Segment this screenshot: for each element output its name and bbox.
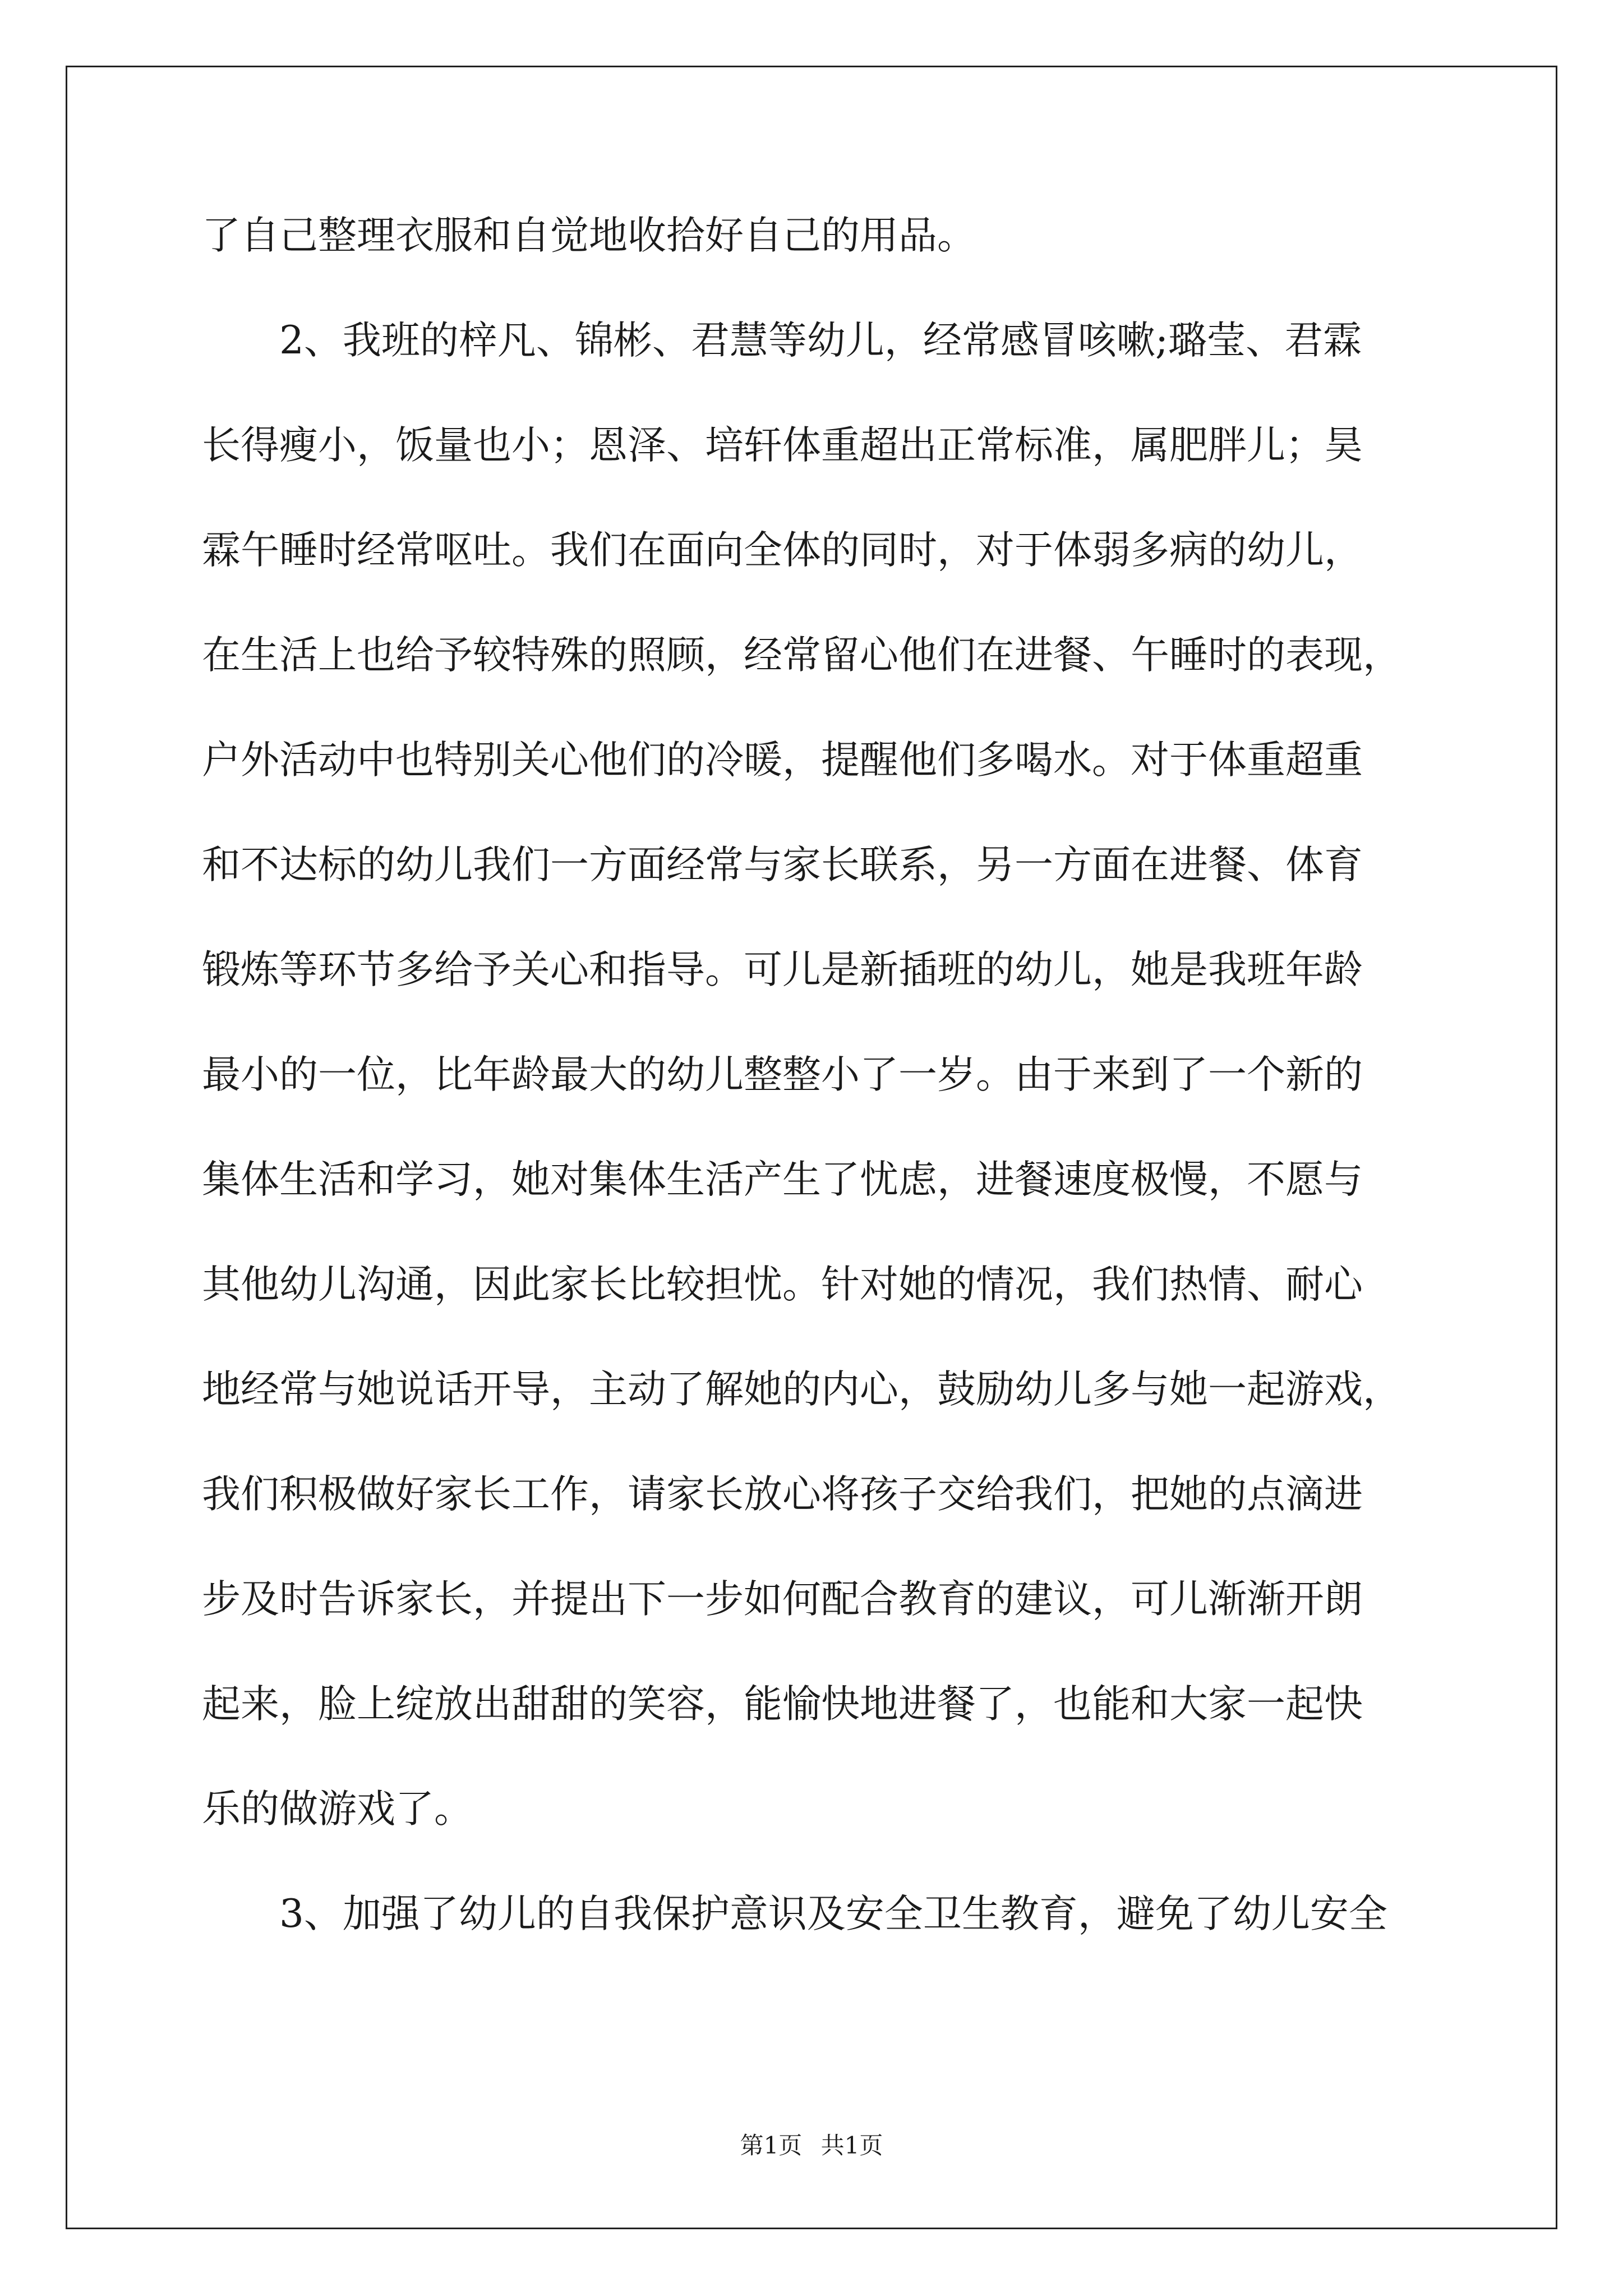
page-footer: [0, 2129, 1623, 2162]
text-line: 最小的一位，比年龄最大的幼儿整整小了一岁。由于来到了一个新的: [202, 1052, 1363, 1097]
text-line: 集体生活和学习，她对集体生活产生了忧虑，进餐速度极慢，不愿与: [202, 1157, 1363, 1202]
text-line: 锻炼等环节多给予关心和指导。可儿是新插班的幼儿，她是我班年龄: [202, 947, 1363, 992]
text-line: 3、加强了幼儿的自我保护意识及安全卫生教育，避免了幼儿安全: [202, 1892, 1387, 1936]
text-line: 2、我班的梓凡、锦彬、君慧等幼儿，经常感冒咳嗽;璐莹、君霖: [202, 318, 1362, 363]
text-line: 起来，脸上绽放出甜甜的笑容，能愉快地进餐了，也能和大家一起快: [202, 1682, 1363, 1727]
page-number-current: 第1页: [740, 2132, 803, 2159]
text-line: 我们积极做好家长工作，请家长放心将孩子交给我们，把她的点滴进: [202, 1472, 1363, 1517]
text-line: 乐的做游戏了。: [202, 1787, 473, 1832]
text-line: 和不达标的幼儿我们一方面经常与家长联系，另一方面在进餐、体育: [202, 843, 1363, 887]
text-line: 霖午睡时经常呕吐。我们在面向全体的同时，对于体弱多病的幼儿，: [202, 528, 1363, 573]
text-line: 步及时告诉家长，并提出下一步如何配合教育的建议，可儿渐渐开朗: [202, 1577, 1363, 1622]
text-line: 在生活上也给予较特殊的照顾，经常留心他们在进餐、午睡时的表现，: [202, 633, 1401, 678]
text-line: 地经常与她说话开导，主动了解她的内心，鼓励幼儿多与她一起游戏，: [202, 1367, 1401, 1412]
text-line: 了自己整理衣服和自觉地收拾好自己的用品。: [202, 213, 976, 258]
text-line: 其他幼儿沟通，因此家长比较担忧。针对她的情况，我们热情、耐心: [202, 1262, 1363, 1307]
page-number-total: 共1页: [820, 2132, 883, 2159]
text-line: 长得瘦小，饭量也小；恩泽、培轩体重超出正常标准，属肥胖儿；昊: [202, 423, 1363, 468]
text-line: 户外活动中也特别关心他们的冷暖，提醒他们多喝水。对于体重超重: [202, 738, 1363, 783]
